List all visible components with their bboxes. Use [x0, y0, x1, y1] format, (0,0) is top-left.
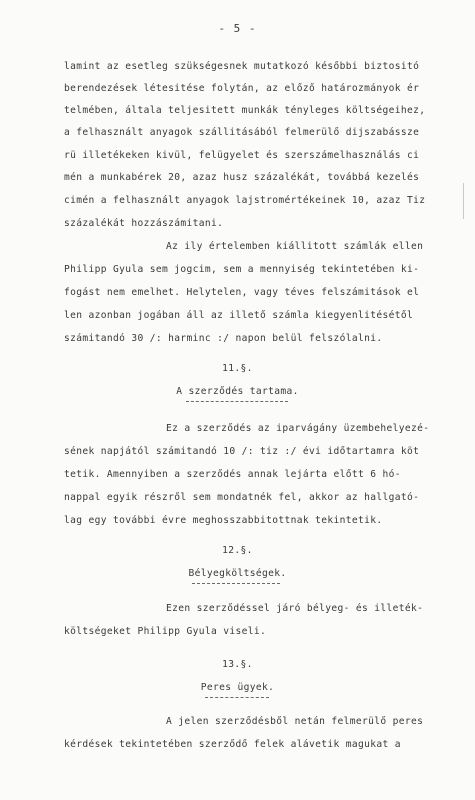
heading-underline [186, 401, 288, 402]
paragraph-line: számitandó 30 /: harminc :/ napon belül felszólalni. [64, 333, 383, 344]
page-number: - 5 - [218, 22, 257, 35]
heading-underline [192, 583, 280, 584]
paragraph-line: lag egy további évre meghosszabbitottnak tekintetik. [64, 515, 383, 526]
section-number: 11.§. [222, 363, 253, 374]
paragraph-line: a felhasznált anyagok szállitásából felmerülő dijszabássze [64, 127, 420, 138]
heading-underline [205, 697, 269, 698]
paragraph-line: nappal egyik részről sem mondatnék fel, akkor az hallgató- [64, 492, 420, 503]
paragraph-line: százalékát hozzászámitani. [64, 218, 224, 229]
paragraph-line: cimén a felhasznált anyagok lajstromértékeinek 10, azaz Tiz [64, 195, 426, 206]
margin-mark [463, 183, 467, 219]
paragraph-line: tetik. Amennyiben a szerződés annak lejárta előtt 6 hó- [64, 469, 401, 480]
paragraph-line: sének napjától számitandó 10 /: tiz :/ évi időtartamra köt [64, 446, 420, 457]
paragraph-line: berendezések létesitése folytán, az előző határozmányok ér [64, 83, 420, 94]
paragraph-line: lamint az esetleg szükségesnek mutatkozó későbbi biztositó [64, 61, 420, 72]
paragraph-line: telmében, általa teljesitett munkák tényleges költségeihez, [64, 105, 426, 116]
paragraph-line: kérdések tekintetében szerződő felek alávetik magukat a [64, 739, 401, 750]
section-number: 13.§. [222, 659, 253, 670]
paragraph-line: költségeket Philipp Gyula viseli. [64, 626, 267, 637]
paragraph-line: A jelen szerződésből netán felmerülő peres [166, 716, 424, 727]
paragraph-line: len azonban jogában áll az illető számla kiegyenlitésétől [64, 310, 414, 321]
section-number: 12.§. [222, 545, 253, 556]
paragraph-line: mén a munkabérek 20, azaz husz százalékát, továbbá kezelés [64, 172, 420, 183]
section-title: Bélyegköltségek. [188, 568, 287, 579]
section-title: Peres ügyek. [200, 682, 275, 693]
paragraph-line: Az ily értelemben kiállitott számlák ellen [166, 241, 424, 252]
paragraph-line: Ezen szerződéssel járó bélyeg- és illeték- [166, 603, 424, 614]
paragraph-line: Ez a szerződés az iparvágány üzembehelyezé- [166, 423, 430, 434]
paragraph-line: fogást nem emelhet. Helytelen, vagy téves felszámitások el [64, 287, 420, 298]
paragraph-line: rü illetékeken kivül, felügyelet és szerszámelhasználás ci [64, 150, 420, 161]
paragraph-line: Philipp Gyula sem jogcim, sem a mennyiség tekintetében ki- [64, 264, 420, 275]
section-title: A szerződés tartama. [176, 386, 299, 397]
